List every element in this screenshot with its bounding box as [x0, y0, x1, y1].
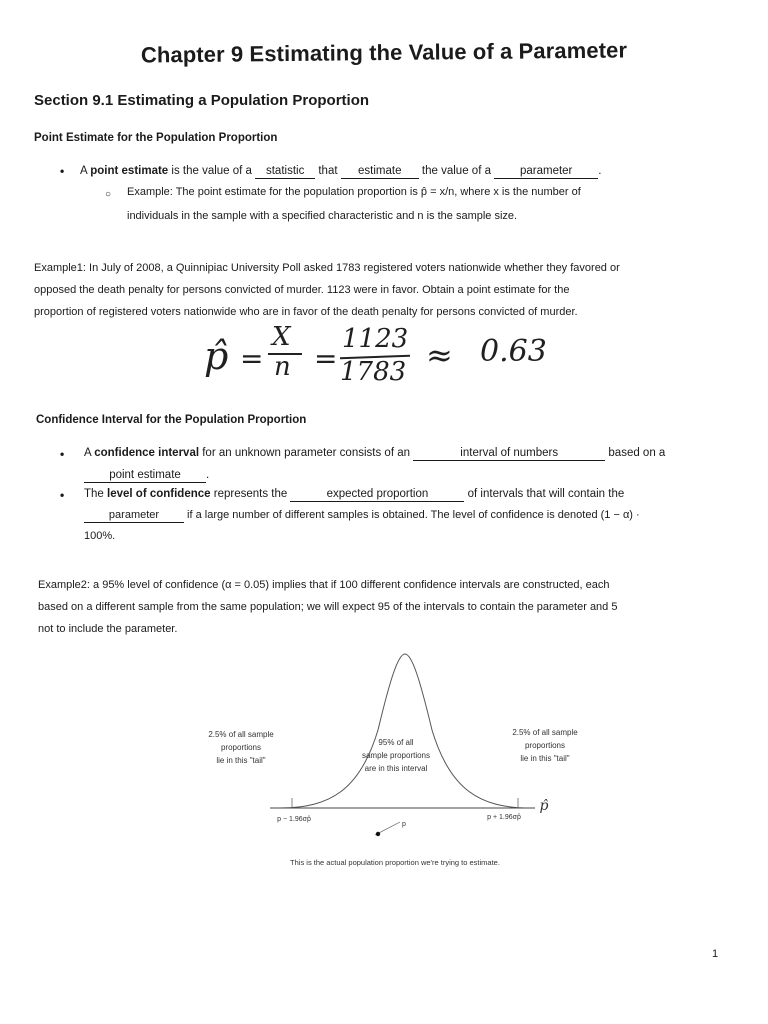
handwritten-x: X	[272, 322, 291, 352]
blank-parameter-2: parameter	[84, 509, 184, 523]
handwritten-denominator: 1783	[340, 357, 407, 387]
blank-parameter: parameter	[494, 165, 598, 179]
handwritten-numerator: 1123	[342, 324, 409, 354]
example2-line1: Example2: a 95% level of confidence (α = 0.05) implies that if 100 different confidence intervals are constructed, each	[38, 579, 610, 591]
right-bound-label: p + 1.96σp̂	[487, 814, 521, 821]
circle-bullet-icon: ○	[105, 189, 112, 200]
center-p-label: p	[402, 821, 406, 828]
normal-curve	[280, 654, 530, 808]
point-estimate-example-line1: Example: The point estimate for the population proportion is p̂ = x/n, where x is the number of	[127, 186, 581, 198]
confidence-heading: Confidence Interval for the Population Proportion	[36, 414, 307, 426]
term-point-estimate: point estimate	[90, 165, 169, 177]
blank-interval-of-numbers: interval of numbers	[413, 447, 605, 461]
bullet-dot-icon: •	[60, 488, 65, 502]
point-estimate-heading: Point Estimate for the Population Proportion	[34, 132, 278, 144]
handwritten-equals-2: =	[314, 342, 338, 375]
handwritten-n: n	[274, 352, 291, 382]
point-estimate-definition: A point estimate is the value of a statistic that estimate the value of a parameter .	[80, 165, 602, 177]
chapter-title: Chapter 9 Estimating the Value of a Parameter	[140, 37, 628, 68]
confidence-interval-definition: A confidence interval for an unknown parameter consists of an interval of numbers based on a	[84, 447, 666, 459]
left-bound-label: p − 1.96σp̂	[277, 816, 311, 823]
section-title: Section 9.1 Estimating a Population Proportion	[34, 92, 370, 109]
handwritten-equals-1: =	[240, 342, 264, 375]
handwritten-phat: p̂	[204, 334, 229, 378]
level-of-confidence-definition: The level of confidence represents the expected proportion of intervals that will contain the	[84, 488, 625, 500]
term-confidence-interval: confidence interval	[94, 447, 200, 459]
example1-line1: Example1: In July of 2008, a Quinnipiac University Poll asked 1783 registered voters nationwide whether they favored or	[34, 262, 620, 274]
point-estimate-example-line2: individuals in the sample with a specified characteristic and n is the sample size.	[127, 210, 518, 222]
level-of-confidence-definition-cont: parameter if a large number of different samples is obtained. The level of confidence is denoted (1 − α) ·	[84, 509, 640, 523]
left-tail-label: 2.5% of all sample proportions lie in this "tail"	[208, 730, 274, 765]
blank-estimate: estimate	[341, 165, 419, 179]
center-label: 95% of all sample proportions are in this interval	[361, 738, 431, 773]
example2-line3: not to include the parameter.	[38, 623, 178, 635]
handwritten-result: 0.63	[480, 334, 547, 369]
example1-line2: opposed the death penalty for persons convicted of murder. 1123 were in favor. Obtain a point estimate for the	[34, 284, 570, 296]
blank-expected-proportion: expected proportion	[290, 488, 464, 502]
blank-statistic: statistic	[255, 165, 315, 179]
bullet-dot-icon: •	[60, 164, 65, 178]
term-level-of-confidence: level of confidence	[107, 488, 211, 500]
axis-phat-label: p̂	[539, 798, 549, 814]
page-number: 1	[712, 948, 719, 960]
confidence-interval-definition-cont: point estimate .	[84, 469, 209, 483]
blank-point-estimate: point estimate	[84, 469, 206, 483]
example2-line2: based on a different sample from the same population; we will expect 95 of the intervals to contain the parameter and 5	[38, 601, 618, 613]
bullet-dot-icon: •	[60, 447, 65, 461]
figure-caption: This is the actual population proportion we're trying to estimate.	[290, 858, 500, 867]
right-tail-label: 2.5% of all sample proportions lie in this "tail"	[512, 728, 578, 763]
actual-proportion-dot	[376, 832, 380, 836]
handwritten-approx: ≈	[426, 336, 453, 374]
example1-line3: proportion of registered voters nationwide who are in favor of the death penalty for persons convicted of murder.	[34, 306, 578, 318]
level-of-confidence-line3: 100%.	[84, 530, 116, 542]
